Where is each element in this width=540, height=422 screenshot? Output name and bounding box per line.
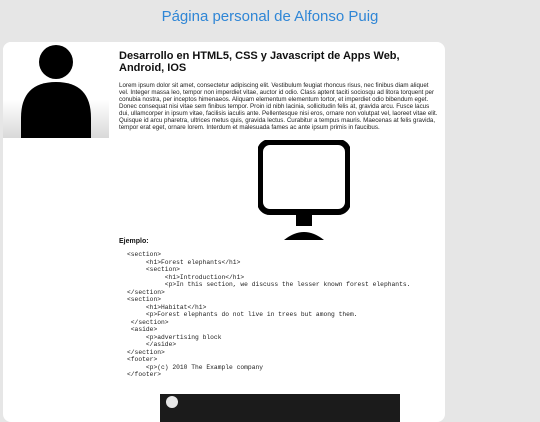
post-card bbox=[3, 42, 445, 422]
post-title: Desarrollo en HTML5, CSS y Javascript de Apps Web, Android, IOS bbox=[119, 50, 400, 74]
post-body: Lorem ipsum dolor sit amet, consectetur adipiscing elit. Vestibulum feugiat rhoncus risus, nec finibus diam aliquet vel. Integer massa leo, tempor non imperdiet vitae, auctor id odio. Class aptent taciti sociosqu ad litora torquent per conubia nostra, per inceptos himenaeos. Aliquam elementum elementum tortor, et imperdiet odio bibendum eget. Donec consequat nisi vitae sem finibus tempor. Proin id nibh lacinia, sollicitudin felis at, gravida arcu. Fusce lacus dui, ullamcorper in ipsum vitae, facilisis iaculis ante. Pellentesque nisi eros, ornare non volutpat vel, laoreet vitae elit. Quisque id arcu pharetra, ultrices metus quis, gravida lectus. Curabitur a tempus mauris. Maecenas at felis gravida, tempor erat eget, ornare lorem. Interdum et malesuada fames ac ante ipsum primis in faucibus. bbox=[119, 82, 438, 131]
desktop-monitor-icon bbox=[258, 140, 350, 240]
avatar bbox=[3, 42, 109, 138]
example-label: Ejemplo: bbox=[119, 238, 149, 245]
user-silhouette-icon bbox=[3, 42, 109, 138]
video-avatar-icon bbox=[166, 396, 178, 408]
code-example: <section> <h1>Forest elephants</h1> <section> <h1>Introduction</h1> <p>In this section, we discuss the lesser known forest elephants. </section> <section> <h1>Habitat</h1> <p>Forest elephants do not live in trees but among them. </section> <aside> <p>advertising block </aside> </section> <footer> <p>(c) 2010 The Example company </footer> bbox=[127, 251, 411, 378]
post-content bbox=[119, 50, 439, 131]
site-title: Página personal de Alfonso Puig bbox=[161, 8, 379, 25]
monitor-illustration bbox=[258, 140, 350, 245]
video-player[interactable] bbox=[160, 394, 400, 422]
